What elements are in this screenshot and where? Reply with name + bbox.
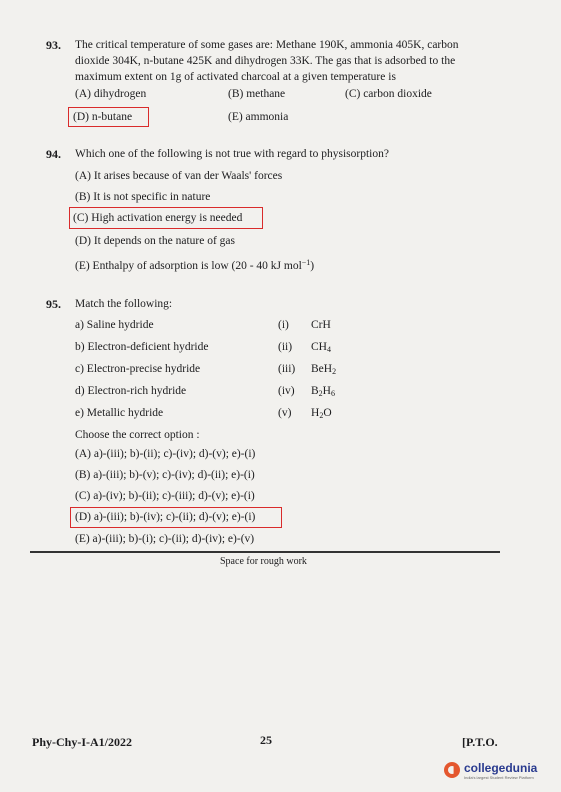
q95-left-b: b) Electron-deficient hydride — [75, 341, 209, 353]
collegedunia-mark-icon — [444, 762, 460, 778]
q95-formula-i: CrH — [311, 319, 331, 331]
collegedunia-logo-tagline: India's largest Student Review Platform — [464, 775, 534, 780]
q93-option-a: (A) dihydrogen — [75, 88, 147, 100]
q93-text-line-1: The critical temperature of some gases are: Methane 190K, ammonia 405K, carbon — [75, 39, 459, 51]
q95-right-label-v: (v) — [278, 407, 292, 419]
q93-option-e: (E) ammonia — [228, 111, 289, 123]
q95-option-a: (A) a)-(iii); b)-(ii); c)-(iv); d)-(v); e)-(i) — [75, 448, 256, 460]
q94-text: Which one of the following is not true with regard to physisorption? — [75, 148, 389, 160]
q93-option-c: (C) carbon dioxide — [345, 88, 432, 100]
q95-number: 95. — [46, 297, 61, 311]
q95-option-e: (E) a)-(iii); b)-(i); c)-(ii); d)-(iv); e)-(v) — [75, 533, 255, 545]
q95-formula-ii: $CH_4$ — [311, 341, 331, 354]
footer-page-number: 25 — [260, 733, 272, 747]
q93-option-b: (B) methane — [228, 88, 286, 100]
q94-number: 94. — [46, 147, 61, 161]
rough-work-label: Space for rough work — [220, 556, 307, 567]
q93-option-d: (D) n-butane — [73, 111, 133, 123]
q95-left-a: a) Saline hydride — [75, 319, 154, 331]
q95-right-label-iv: (iv) — [278, 385, 295, 397]
q95-choose-text: Choose the correct option : — [75, 429, 200, 441]
q94-option-b: (B) It is not specific in nature — [75, 191, 211, 203]
q94-option-c: (C) High activation energy is needed — [73, 212, 243, 224]
q95-right-label-ii: (ii) — [278, 341, 293, 353]
q94-option-a: (A) It arises because of van der Waals' forces — [75, 170, 283, 182]
q93-text-line-2: dioxide 304K, n-butane 425K and dihydrogen 33K. The gas that is adsorbed to the — [75, 55, 456, 67]
q95-right-label-i: (i) — [278, 319, 289, 331]
footer-pto: [P.T.O. — [462, 735, 498, 749]
q95-text: Match the following: — [75, 298, 173, 310]
q95-formula-iii: BeH$_2$ — [311, 363, 337, 376]
collegedunia-logo — [444, 761, 556, 783]
q95-option-b: (B) a)-(iii); b)-(v); c)-(iv); d)-(ii); e)-(i) — [75, 469, 255, 481]
footer-paper-code: Phy-Chy-I-A1/2022 — [32, 735, 133, 749]
q94-option-e: (E) Enthalpy of adsorption is low (20 - 40 kJ mol$^{-1}$) — [75, 258, 315, 272]
q95-left-e: e) Metallic hydride — [75, 407, 164, 419]
q95-option-d: (D) a)-(iii); b)-(iv); c)-(ii); d)-(v); e)-(i) — [75, 511, 256, 523]
q94-option-d: (D) It depends on the nature of gas — [75, 235, 235, 247]
collegedunia-logo-name: collegedunia — [464, 761, 538, 775]
rough-work-divider — [30, 551, 500, 553]
q95-right-label-iii: (iii) — [278, 363, 296, 375]
q95-formula-v: $H_2O$ — [311, 407, 332, 420]
q93-number: 93. — [46, 38, 61, 52]
q95-left-d: d) Electron-rich hydride — [75, 385, 187, 397]
q95-left-c: c) Electron-precise hydride — [75, 363, 201, 375]
q95-option-c: (C) a)-(iv); b)-(ii); c)-(iii); d)-(v); e)-(i) — [75, 490, 255, 502]
q95-formula-iv: $B_2H_6$ — [311, 385, 335, 398]
q93-text-line-3: maximum extent on 1g of activated charcoal at a given temperature is — [75, 71, 396, 83]
